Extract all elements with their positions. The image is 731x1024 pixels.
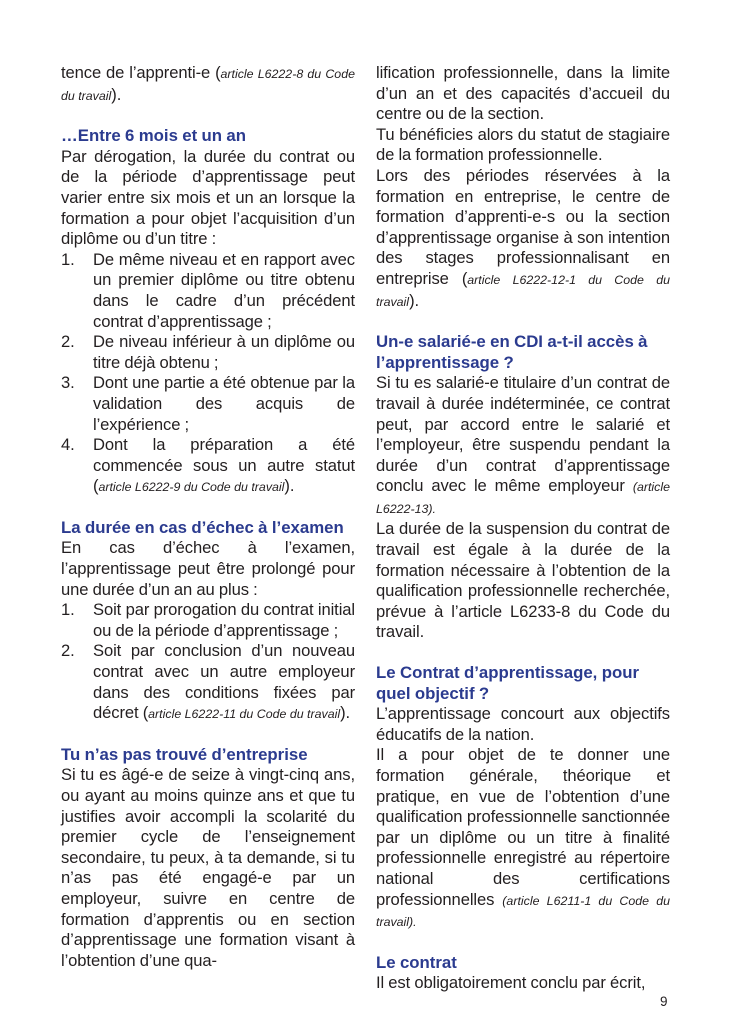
body-paragraph: En cas d’échec à l’examen, l’apprentissage peut être prolongé pour une durée d’un an au plus : [61,538,355,599]
list-item: 2. Soit par conclusion d’un nouveau contrat avec un autre employeur dans des conditions fixées par décret (article L6222-11 du Code du travail). [61,641,355,723]
section-heading-le-contrat: Le contrat [376,952,457,972]
body-paragraph: lification professionnelle, dans la limite d’un an et des capacités d’accueil du centre ou de la section. [376,63,670,124]
legal-reference: article L6222-9 du Code du travail [98,480,285,495]
list-item: 4. Dont la préparation a été commencée sous un autre statut (article L6222-9 du Code du travail). [61,435,355,496]
numbered-list [61,600,355,725]
body-paragraph: Si tu es salarié-e titulaire d’un contrat de travail à durée indéterminée, ce contrat peut, par accord entre le salarié et l’employeur, être suspendu pendant la durée d’un contrat d’apprentissage conclu avec le même employeur (article L6222-13). [376,373,670,516]
legal-reference: (article L6211-1 du Code du travail). [376,893,671,930]
body-paragraph: Par dérogation, la durée du contrat ou de la période d’apprentissage peut varier entre six mois et un an lorsque la formation a pour objet l’acquisition d’un diplôme ou d’un titre : [61,146,355,249]
section-heading-echec-examen: La durée en cas d’échec à l’examen [61,517,344,537]
body-paragraph: Si tu es âgé-e de seize à vingt-cinq ans, ou ayant au moins quinze ans et que tu justifies avoir accompli la scolarité du premier cycle de l’enseignement secondaire, tu peux, à ta demande, si tu n’as pas été engagé-e par un employeur, suivre en centre de formation d’apprentis ou en section d’apprentissage une formation visant à l’obtention d’une qua- [61,765,355,970]
page-number: 9 [660,994,668,1009]
numbered-list [61,250,355,498]
legal-reference: article L6222-11 du Code du travail [148,707,341,722]
body-paragraph: L’apprentissage concourt aux objectifs éducatifs de la nation. [376,704,670,744]
intro-paragraph: tence de l’apprenti-e (article L6222-8 du Code du travail). [61,63,355,104]
section-heading-entre-6-mois: …Entre 6 mois et un an [61,126,246,146]
legal-reference: article L6222-12-1 du Code du travail [376,272,670,309]
section-heading-cdi-apprentissage: Un-e salarié-e en CDI a-t-il accès à l’apprentissage ? [376,332,648,372]
section-heading-pas-trouve-entreprise: Tu n’as pas trouvé d’entreprise [61,744,308,764]
body-paragraph: Il est obligatoirement conclu par écrit, [376,973,646,993]
body-paragraph: La durée de la suspension du contrat de travail est égale à la durée de la formation nécessaire à l’obtention de la qualification professionnelle recherchée, prévue à l’article L6233-8 du Code du travail. [376,519,670,642]
list-item: 2. De niveau inférieur à un diplôme ou titre déjà obtenu ; [61,332,355,372]
section-heading-objectif-contrat: Le Contrat d’apprentissage, pour quel objectif ? [376,663,639,703]
legal-reference: (article L6222-13). [376,480,670,516]
list-item: 3. Dont une partie a été obtenue par la validation des acquis de l’expérience ; [61,373,355,434]
right-column [376,63,670,994]
legal-reference: article L6222-8 du Code du travail [61,67,355,103]
body-paragraph: Il a pour objet de te donner une formation générale, théorique et pratique, en vue de l’obtention d’une qualification professionnelle sanctionnée par un diplôme ou un titre à finalité professionnelle enregistré au répertoire national des certifications professionnelles (article L6211-1 du Code du travail). [376,745,671,930]
body-paragraph: Lors des périodes réservées à la formation en entreprise, le centre de formation d’apprenti-e-s ou la section d’apprentissage organise à son intention des stages professionnalisant en entreprise (article L6222-12-1 du Code du travail). [376,165,670,310]
body-paragraph: Tu bénéficies alors du statut de stagiaire de la formation professionnelle. [376,124,670,165]
left-column [61,63,355,971]
list-item: 1. De même niveau et en rapport avec un premier diplôme ou titre obtenu dans le cadre d’un précédent contrat d’apprentissage ; [61,249,355,331]
list-item: 1. Soit par prorogation du contrat initial ou de la période d’apprentissage ; [61,600,355,640]
